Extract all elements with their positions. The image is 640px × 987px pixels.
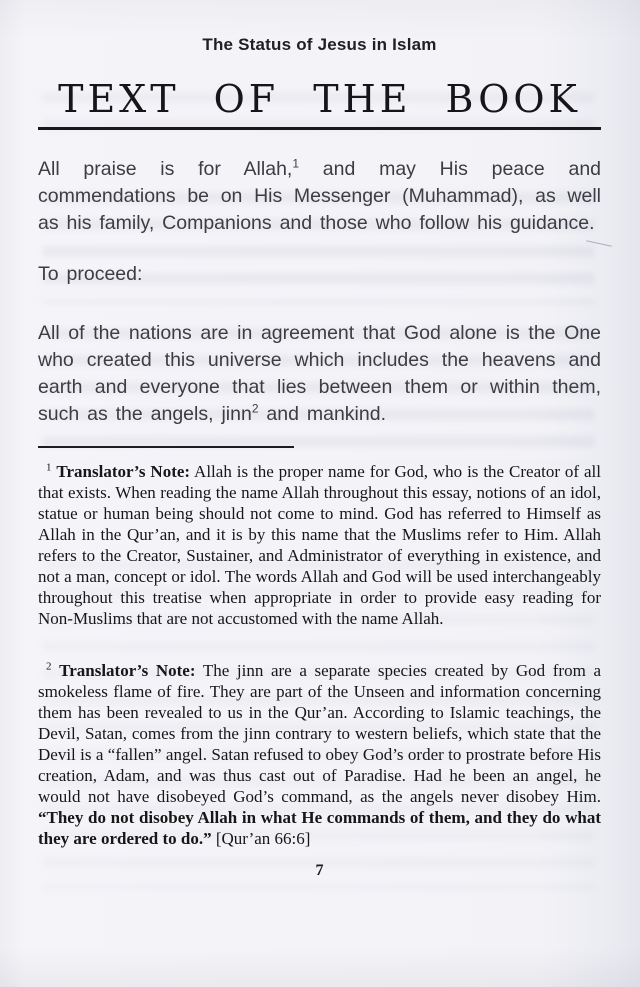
footnote-1-marker: 1: [46, 461, 52, 474]
paragraph-text: and mankind.: [266, 403, 386, 425]
footnote-1-text: Allah is the proper name for God, who is the Creator of all that exists. When reading the name Allah throughout this essay, notions of an idol, statue or human being should not come to mind. God has referred to Himself as Allah in the Qur’an, and it is by this name that the Muslims refer to Him. Allah refers to the Creator, Sustainer, and Administrator of everything in existence, and not a man, concept or idol. The words Allah and God will be used interchangeably throughout this treatise when appropriate in order to provide easy reading for Non-Muslims that are not accustomed with the name Allah.: [38, 462, 601, 628]
footnote-2-label: Translator’s Note:: [59, 661, 196, 680]
body-text: [38, 156, 601, 428]
footnote-1: [38, 461, 601, 629]
footnote-2-reference: [Qur’an 66:6]: [215, 829, 311, 848]
paragraph-text: All of the nations are in agreement that God alone is the One who created this universe which includes the heavens and earth and everyone that lies between them or within them, such as the angels, jinn: [38, 322, 601, 425]
footnote-separator-rule: [38, 446, 294, 448]
body-paragraph-1: [38, 156, 601, 237]
paragraph-text: and may His peace and commendations be on His Messenger (Muhammad), as well as his family, Companions and those who follow his guidance.: [38, 158, 602, 234]
footnote-2-marker: 2: [46, 660, 52, 673]
body-paragraph-2: To proceed:: [38, 263, 143, 285]
footnote-ref-1: 1: [292, 156, 300, 171]
footnote-1-label: Translator’s Note:: [56, 462, 191, 481]
page-number: 7: [315, 862, 324, 879]
footnote-2-quran-quote: “They do not disobey Allah in what He commands of them, and they do what they are ordered to do.”: [38, 808, 601, 848]
title-rule: [38, 127, 601, 130]
running-header: The Status of Jesus in Islam: [202, 35, 437, 54]
footnote-ref-2: 2: [251, 401, 259, 416]
footnote-2: [38, 660, 601, 849]
body-paragraph-3: [38, 320, 601, 428]
footnotes-section: [38, 461, 601, 849]
paragraph-text: All praise is for Allah,: [38, 158, 293, 180]
footnote-2-text: The jinn are a separate species created by God from a smokeless flame of fire. They are part of the Unseen and information concerning them has been revealed to us in the Qur’an. According to Islamic teachings, the Devil, Satan, comes from the jinn contrary to western beliefs, which state that the Devil is a “fallen” angel. Satan refused to obey God’s order to prostrate before His creation, Adam, and was thus cast out of Paradise. Had he been an angel, he would not have disobeyed God’s command, as the angels never disobey Him.: [38, 661, 601, 806]
chapter-title: TEXT OF THE BOOK: [58, 77, 581, 121]
